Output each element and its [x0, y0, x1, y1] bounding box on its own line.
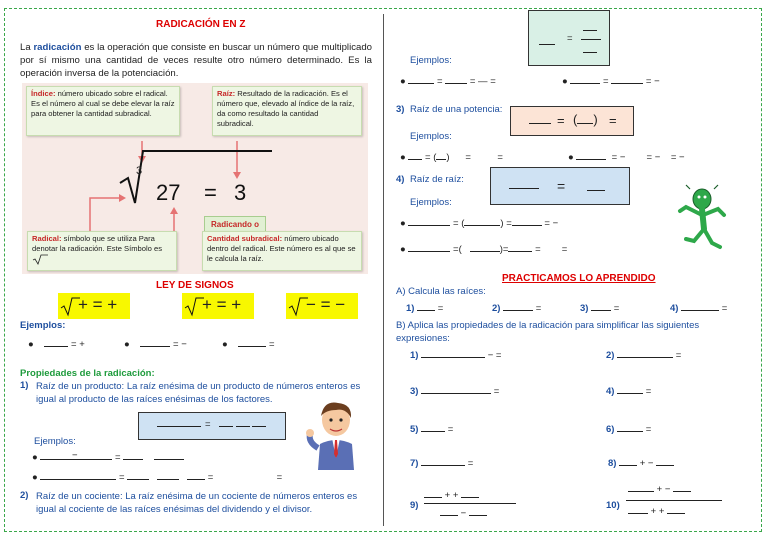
fraction-bar-10: [626, 500, 722, 501]
rule-text-1: + = +: [78, 295, 118, 314]
root-result: 3: [234, 180, 247, 205]
part-a-item-3: [580, 303, 619, 314]
raiz-term: Raíz:: [217, 89, 236, 98]
indice-text: número ubicado sobre el radical. Es el número al cual se debe elevar la raíz para obtener la cantidad subradical.: [31, 89, 175, 118]
rule-box-1: [58, 293, 130, 319]
cociente-ex2-rest: =: [645, 76, 652, 87]
part-a-label: A) Calcula las raíces:: [396, 286, 486, 297]
practicamos-title: PRACTICAMOS LO APRENDIDO: [502, 273, 656, 284]
intro-term: radicación: [33, 42, 82, 53]
part-b-item-7-text: =: [467, 458, 474, 469]
part-b-item-10-num: 10): [606, 500, 620, 511]
prop4-ex1-eq3: = −: [544, 218, 559, 229]
cantidad-subradical-note: [202, 231, 362, 271]
part-b-item-9-num: 9): [410, 500, 419, 511]
ley-example-1: ● = +: [28, 339, 85, 350]
radicand: 27: [156, 180, 181, 205]
prop1-example-2: ● = = =: [32, 472, 283, 483]
ley-signos-title: LEY DE SIGNOS: [156, 280, 234, 291]
prop1-ex1-minus: −: [72, 450, 78, 461]
prop1-formula-box: [138, 412, 286, 440]
part-a-item-2: [492, 303, 541, 314]
ley-example-2: ● = −: [124, 339, 187, 350]
part-b-item-5: [410, 424, 453, 435]
cociente-example-1: ● = = — =: [400, 76, 496, 87]
rule-box-3: [286, 293, 358, 319]
prop3-example-2: ● = − = − = −: [568, 152, 685, 163]
prop4-example-2: ● =( )= = =: [400, 244, 568, 255]
cantidad-text: número ubicado dentro del radical. Este número es al que se le calcula la raíz.: [207, 234, 356, 263]
prop3-ex1-eq3: =: [497, 152, 503, 163]
frac9-den: −: [460, 508, 467, 519]
ley-example-3: ● =: [222, 339, 275, 350]
part-b-item-10-numerator: [628, 484, 691, 495]
prop4-ex2-eq3: =: [535, 244, 541, 255]
ejemplos-label: Ejemplos:: [20, 320, 66, 331]
page-title: RADICACIÓN EN Z: [156, 19, 246, 30]
prop3-formula-box: = ( ) =: [510, 106, 634, 136]
prop4-ex2-eq1: =: [453, 244, 459, 255]
part-a-item-4: [670, 303, 727, 314]
raiz-text: Resultado de la radicación. Es el número que, elevado al índice de la raíz, da como resultado la cantidad subradical.: [217, 89, 355, 128]
radical-text: símbolo que se utiliza Para denotar la radicación. Este Símbolo es: [32, 234, 163, 253]
prop1-ex2-eq3: =: [276, 472, 283, 483]
part-b-item-9-numerator: [424, 490, 479, 501]
radicacion-diagram: [22, 83, 368, 274]
teacher-illustration: [306, 398, 366, 470]
prop1-text: Raíz de un producto: La raíz enésima de un producto de números enteros es igual al producto de las raíces enésimas de los factores.: [36, 381, 361, 405]
radical-icon: [184, 296, 204, 316]
prop4-formula-eq: =: [557, 178, 566, 194]
part-b-item-1-num: 1): [410, 350, 419, 361]
radical-icon: [60, 296, 80, 316]
part-b-item-8: [608, 458, 674, 469]
cociente-ex2-end: −: [654, 76, 660, 87]
equals-sign: =: [204, 180, 217, 205]
part-a-item-4-eq: =: [721, 303, 728, 314]
part-b-item-9: [410, 500, 418, 511]
part-b-item-4: [606, 386, 651, 397]
part-a-item-3-eq: =: [613, 303, 620, 314]
prop1-formula-eq: =: [205, 419, 211, 430]
part-b-item-6-num: 6): [606, 424, 615, 435]
index-value: 3: [136, 165, 143, 177]
part-b-item-10-text: + −: [656, 484, 671, 495]
prop1-number: 1): [20, 380, 29, 391]
prop1-ex2-eq1: =: [119, 472, 125, 483]
ejemplos-label-2: Ejemplos:: [34, 436, 76, 447]
ley-example-2-text: = −: [173, 339, 187, 350]
part-b-item-4-num: 4): [606, 386, 615, 397]
prop3-ex2-eq1: = −: [611, 152, 626, 163]
prop4-ex2-eq4: =: [561, 244, 568, 255]
part-b-item-6-text: =: [645, 424, 652, 435]
part-b-item-7-num: 7): [410, 458, 419, 469]
part-b-item-7: [410, 458, 473, 469]
prop1-ex1-eq: =: [115, 452, 121, 463]
part-b-item-1-text: − =: [487, 350, 502, 361]
part-b-item-8-text: + −: [639, 458, 654, 469]
radical-term: Radical:: [32, 234, 62, 243]
prop4-text: Raíz de raíz:: [410, 174, 464, 185]
cociente-formula-eq: =: [567, 33, 573, 44]
prop4-ex1-eq1: =: [453, 218, 459, 229]
part-b-item-2-text: =: [675, 350, 682, 361]
cociente-ex2-eq: =: [603, 76, 609, 87]
ejemplos-label-3: Ejemplos:: [410, 55, 452, 66]
part-b-item-2: [606, 350, 681, 361]
part-b-label: B) Aplica las propiedades de la radicación para simplificar las siguientes expresiones:: [396, 320, 700, 344]
rule-box-2: [182, 293, 254, 319]
radical-symbol-icon: [32, 254, 48, 264]
part-b-item-3-text: =: [493, 386, 500, 397]
part-b-item-1: [410, 350, 501, 361]
part-a-item-4-num: 4): [670, 303, 679, 314]
cociente-example-2: ● = = −: [562, 76, 660, 87]
cociente-ex1-rest: = — =: [469, 76, 496, 87]
part-b-item-3-num: 3): [410, 386, 419, 397]
radical-note: [27, 231, 177, 271]
part-a-item-1-num: 1): [406, 303, 415, 314]
part-a-item-1: [406, 303, 443, 314]
prop4-ex2-eq2: =: [502, 244, 509, 255]
part-a-item-2-num: 2): [492, 303, 501, 314]
rule-text-2: + = +: [202, 295, 242, 314]
ley-example-1-text: = +: [71, 339, 85, 350]
prop4-formula-box: [490, 167, 630, 205]
part-b-item-3: [410, 386, 499, 397]
prop1-ex2-eq2: =: [207, 472, 214, 483]
part-b-item-9-denominator: [440, 508, 487, 519]
part-b-item-4-text: =: [645, 386, 652, 397]
part-b-item-10-denominator: [628, 506, 685, 517]
part-b-item-2-num: 2): [606, 350, 615, 361]
part-b-item-8-num: 8): [608, 458, 617, 469]
cantidad-term: Cantidad subradical:: [207, 234, 283, 243]
prop3-ex1-eq2: =: [465, 152, 471, 163]
part-a-item-3-num: 3): [580, 303, 589, 314]
prop2-number: 2): [20, 490, 29, 501]
part-b-item-5-num: 5): [410, 424, 419, 435]
ejemplos-label-5: Ejemplos:: [410, 197, 452, 208]
ley-example-3-text: =: [269, 339, 275, 350]
intro-text-rest: es la operación que consiste en buscar un número que multiplicado por sí mismo una cantidad de veces resulte otro número determinado. Es la operación inversa de la potenciación.: [20, 42, 372, 79]
propiedades-title: Propiedades de la radicación:: [20, 368, 155, 379]
prop2-text: Raíz de un cociente: La raíz enésima de un cociente de números enteros es igual al cociente de las raíces enésimas del dividendo y el divisor.: [36, 491, 358, 515]
prop3-formula-eq: =: [557, 113, 565, 128]
prop4-ex1-eq2: =: [506, 218, 512, 229]
part-b-item-5-text: =: [447, 424, 454, 435]
column-divider: [383, 14, 384, 526]
rule-text-3: − = −: [306, 295, 346, 314]
fraction-bar-9: [424, 503, 516, 504]
frac10-den: + +: [650, 506, 665, 517]
prop4-number: 4): [396, 174, 405, 185]
part-a-item-2-eq: =: [535, 303, 542, 314]
ejemplos-label-4: Ejemplos:: [410, 131, 452, 142]
prop1-example-1: ● − =: [32, 452, 184, 463]
radical-icon: [288, 296, 308, 316]
prop4-example-1: ● = ( ) = = −: [400, 218, 559, 229]
indice-term: Índice:: [31, 89, 56, 98]
prop3-example-1: ● = ( ) = =: [400, 152, 503, 163]
part-b-item-10: [606, 500, 620, 511]
cociente-ex1-eq: =: [437, 76, 443, 87]
prop3-ex2-eq3: = −: [670, 152, 685, 163]
radicando-label: Radicando o: [204, 216, 266, 233]
prop3-number: 3): [396, 104, 405, 115]
prop3-ex1-eq1: =: [425, 152, 431, 163]
prop3-text: Raíz de una potencia:: [410, 104, 503, 115]
part-a-item-1-eq: =: [437, 303, 444, 314]
prop3-ex2-eq2: = −: [646, 152, 661, 163]
intro-text-start: La: [20, 42, 34, 53]
part-b-item-6: [606, 424, 651, 435]
part-b-item-9-text: + +: [444, 490, 459, 501]
cociente-formula-box: [528, 10, 610, 66]
green-figure-illustration: [674, 185, 730, 255]
intro-paragraph: [20, 41, 372, 80]
